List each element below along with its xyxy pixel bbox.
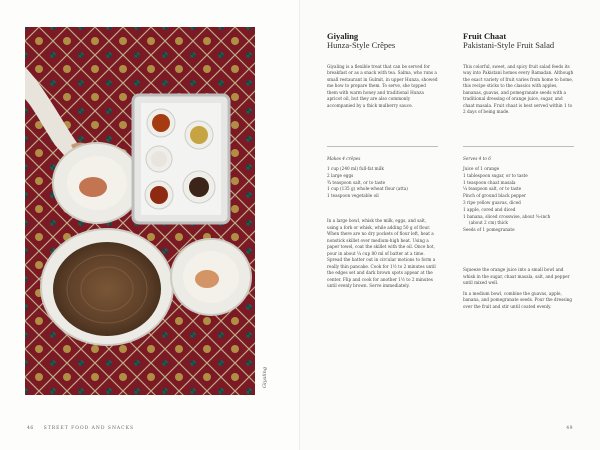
ingredient-item: 1 cup (135 g) whole-wheat flour (atta) [327,186,408,192]
left-page-number: 46 [27,426,34,431]
ingredient-item: (about 2 cm) thick [469,220,508,226]
method-step: Squeeze the orange juice into a small bowl and whisk in the sugar, chaat masala, salt, and pepper until mixed well. [463,267,570,285]
recipe-yield: Serves 4 to 6 [463,156,491,161]
food-photo [25,27,255,395]
recipe-title: Fruit Chaat [463,31,507,41]
left-folio [27,426,134,431]
ingredient-item: 1 cup (240 ml) full-fat milk [327,166,384,171]
ingredient-item: Seeds of 1 pomegranate [463,227,515,233]
ingredient-item: ¼ teaspoon salt, or to taste [463,186,522,192]
ingredient-item: 1 teaspoon chaat masala [463,179,516,185]
section-title: STREET FOOD AND SNACKS [43,426,135,431]
method-step: In a large bowl, whisk the milk, eggs, and salt, using a fork or whisk, while adding 50 g of flour. When there are no dry pockets of flour left, heat a nonstick skillet over medium-high heat. Using a paper towel, coat the skillet with the oil. Once hot, pour in about ¼ cup 80 ml of batter at a time. Spread the batter out in circular motions to form a really thin pancake. Cook for 1½ to 2 minutes until the edges set and dark brown spots appear at the center. Flip and cook for another 1½ to 2 minutes until evenly brown. Serve immediately. [327,218,436,288]
method-step: In a medium bowl, combine the guavas, apple, banana, and pomegranate seeds. Pour the dressing over the fruit and stir until coated evenly. [463,290,573,309]
divider [463,146,574,147]
recipe-method [463,267,574,314]
divider [327,146,438,147]
ingredients-list [463,166,574,234]
ingredient-item: 1 teaspoon vegetable oil [327,193,379,199]
recipe-subtitle: Hunza-Style Crêpes [327,40,396,51]
food-photo-icon [25,27,255,395]
recipe-method [327,218,438,294]
right-page-number: 49 [566,426,573,431]
ingredient-item: Pinch of ground black pepper [463,193,526,199]
recipe-fruit-chaat [463,31,574,309]
recipe-intro: Giyaling is a flexible treat that can be served for breakfast or as a snack with tea. Salma, who runs a small restaurant in Gulmit, in upper Hunza, showed me how to prepare them. To serve, she topped them with warm honey and traditional Hunza apricot oil, but they are also commonly accompanied by a thick mulberry sauce. [327,63,438,108]
ingredient-item: 1 tablespoon sugar, or to taste [463,172,528,178]
ingredient-item: 1 banana, sliced crosswise, about ⅜-inch [463,213,551,219]
ingredient-item: Juice of 1 orange [463,166,500,171]
ingredient-item: 2 large eggs [327,172,354,178]
photo-caption: Giyaling [262,366,268,388]
recipe-title: Giyaling [327,31,359,41]
recipe-giyaling [327,31,438,288]
recipe-subtitle: Pakistani-Style Fruit Salad [463,40,555,51]
ingredient-item: ¾ teaspoon salt, or to taste [327,179,386,185]
recipe-yield: Makes 4 crêpes [327,156,361,161]
ingredient-item: 1 apple, cored and diced [463,206,516,212]
recipe-intro: This colorful, sweet, and spicy fruit salad feeds its way into Pakistani homes every Ramadan. Although the exact variety of fruit varies from home to home, this recipe sticks to the classics with apples, bananas, guavas, and pomegranate seeds with a traditional dressing of orange juice, sugar, and chaat masala. Fruit chaat is best served within 1 to 2 days of being made. [463,63,574,115]
ingredient-item: 3 ripe yellow guavas, diced [463,199,521,205]
ingredients-list [327,166,438,200]
